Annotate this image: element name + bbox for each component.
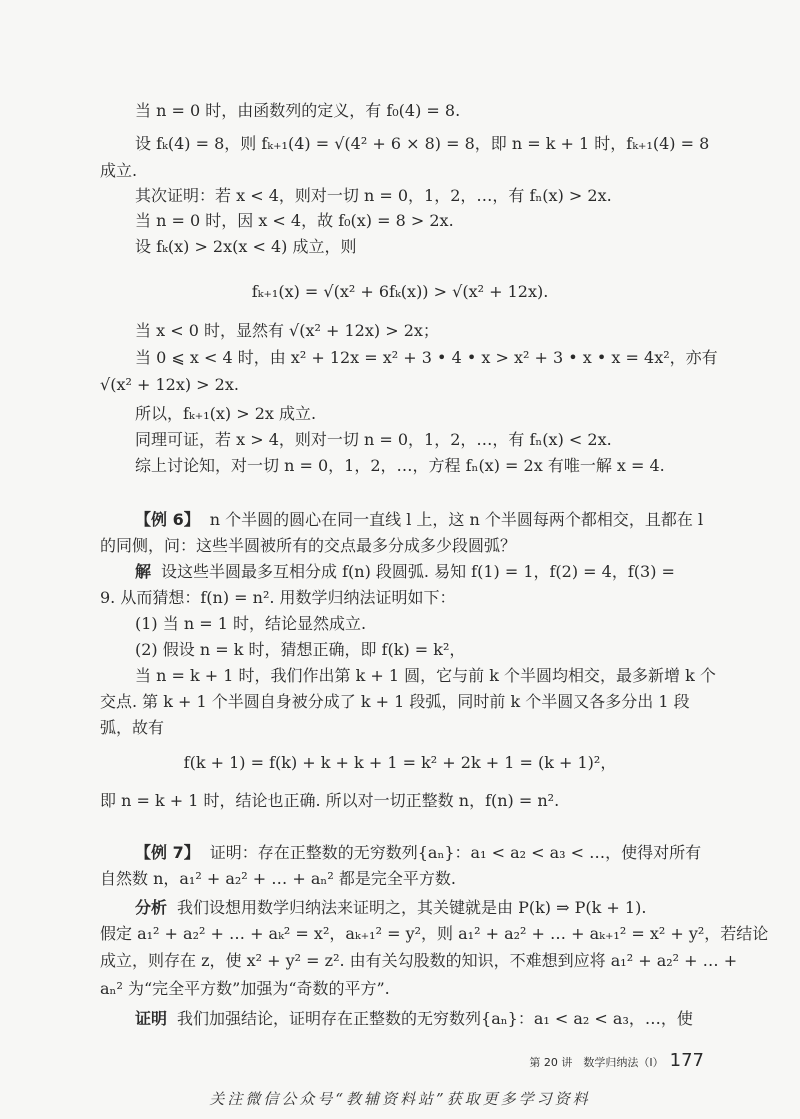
paragraph: 弧，故有 bbox=[100, 718, 165, 737]
paragraph: (2) 假设 n = k 时，猜想正确，即 f(k) = k²， bbox=[135, 640, 466, 659]
example-7-line bbox=[135, 842, 700, 864]
paragraph: 当 n = 0 时，因 x < 4，故 f₀(x) = 8 > 2x. bbox=[135, 211, 454, 230]
paragraph: 成立. bbox=[100, 161, 138, 180]
paragraph: 当 0 ⩽ x < 4 时，由 x² + 12x = x² + 3 • 4 • x > x² + 3 • x • x = 4x²，亦有 bbox=[135, 348, 718, 367]
example-6-line bbox=[135, 509, 704, 531]
paragraph: 即 n = k + 1 时，结论也正确. 所以对一切正整数 n，f(n) = n². bbox=[100, 791, 560, 810]
paragraph: 假定 a₁² + a₂² + … + aₖ² = x²，aₖ₊₁² = y²，则 a₁² + a₂² + … + aₖ₊₁² = x² + y²，若结论 bbox=[100, 924, 769, 943]
example-7-label: 【例 7】 bbox=[135, 843, 200, 862]
display-equation: fₖ₊₁(x) = √(x² + 6fₖ(x)) > √(x² + 12x). bbox=[251, 282, 549, 301]
paragraph: 交点. 第 k + 1 个半圆自身被分成了 k + 1 段弧，同时前 k 个半圆又各多分出 1 段 bbox=[100, 692, 690, 711]
analysis-line bbox=[135, 897, 700, 919]
page-footer bbox=[529, 1050, 704, 1071]
solution-label: 解 bbox=[135, 562, 152, 581]
example-6-text: n 个半圆的圆心在同一直线 l 上，这 n 个半圆每两个都相交，且都在 l bbox=[209, 510, 704, 529]
paragraph: 9. 从而猜想：f(n) = n². 用数学归纳法证明如下： bbox=[100, 588, 456, 607]
paragraph: (1) 当 n = 1 时，结论显然成立. bbox=[135, 614, 367, 633]
proof-label: 证明 bbox=[135, 1009, 168, 1028]
example-7-text: 证明：存在正整数的无穷数列{aₙ}：a₁ < a₂ < a₃ < …，使得对所有 bbox=[209, 843, 702, 862]
display-equation: f(k + 1) = f(k) + k + k + 1 = k² + 2k + 1 = (k + 1)²， bbox=[183, 753, 617, 772]
paragraph: 同理可证，若 x > 4，则对一切 n = 0，1，2，…，有 fₙ(x) < 2x. bbox=[135, 430, 612, 449]
paragraph: 成立，则存在 z，使 x² + y² = z². 由有关勾股数的知识，不难想到应将 a₁² + a₂² + … + bbox=[100, 951, 738, 970]
analysis-text: 我们设想用数学归纳法来证明之，其关键就是由 P(k) ⇒ P(k + 1). bbox=[177, 898, 647, 917]
paragraph: 所以，fₖ₊₁(x) > 2x 成立. bbox=[135, 404, 317, 423]
paragraph: 自然数 n，a₁² + a₂² + … + aₙ² 都是完全平方数. bbox=[100, 869, 456, 888]
paragraph: 设 fₖ(x) > 2x(x < 4) 成立，则 bbox=[135, 237, 357, 256]
solution-line bbox=[135, 561, 700, 583]
paragraph: 当 n = k + 1 时，我们作出第 k + 1 圆，它与前 k 个半圆均相交，最多新增 k 个 bbox=[135, 666, 716, 685]
example-6-label: 【例 6】 bbox=[135, 510, 200, 529]
paragraph: aₙ² 为“完全平方数”加强为“奇数的平方”. bbox=[100, 979, 390, 998]
proof-line bbox=[135, 1008, 700, 1030]
paragraph: √(x² + 12x) > 2x. bbox=[100, 375, 239, 394]
solution-text: 设这些半圆最多互相分成 f(n) 段圆弧. 易知 f(1) = 1，f(2) = 4，f(3) = bbox=[161, 562, 675, 581]
lecture-title: 第 20 讲 数学归纳法（Ⅰ） bbox=[529, 1056, 664, 1069]
paragraph: 设 fₖ(4) = 8，则 fₖ₊₁(4) = √(4² + 6 × 8) = 8，即 n = k + 1 时，fₖ₊₁(4) = 8 bbox=[135, 134, 710, 153]
paragraph: 其次证明：若 x < 4，则对一切 n = 0，1，2，…，有 fₙ(x) > 2x. bbox=[135, 186, 612, 205]
paragraph: 的同侧，问：这些半圆被所有的交点最多分成多少段圆弧？ bbox=[100, 536, 517, 555]
proof-text: 我们加强结论，证明存在正整数的无穷数列{aₙ}：a₁ < a₂ < a₃，…，使 bbox=[177, 1009, 693, 1028]
paragraph: 综上讨论知，对一切 n = 0，1，2，…，方程 fₙ(x) = 2x 有唯一解 x = 4. bbox=[135, 456, 665, 475]
paragraph: 当 n = 0 时，由函数列的定义，有 f₀(4) = 8. bbox=[135, 101, 461, 120]
paragraph: 当 x < 0 时，显然有 √(x² + 12x) > 2x； bbox=[135, 321, 439, 340]
analysis-label: 分析 bbox=[135, 898, 168, 917]
page-number: 177 bbox=[669, 1050, 704, 1071]
watermark-text: 关注微信公众号“教辅资料站”获取更多学习资料 bbox=[209, 1090, 591, 1108]
